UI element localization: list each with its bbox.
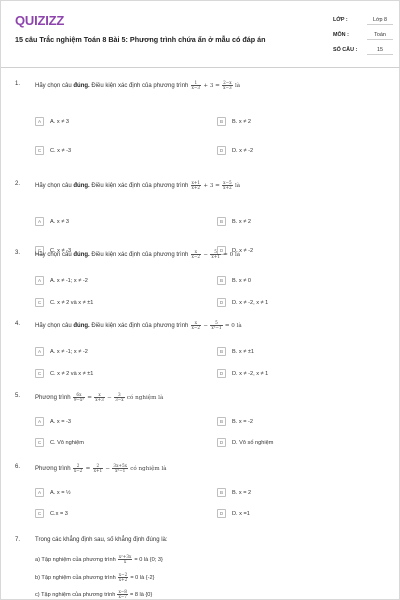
- fraction: [210, 321, 222, 330]
- question-text: [35, 321, 242, 330]
- fraction: [73, 393, 85, 402]
- fraction-denominator: x+2: [223, 185, 232, 190]
- meta-value: Toán: [367, 32, 393, 40]
- option-text: C. x ≠ 2 và x ≠ ±1: [50, 299, 94, 306]
- fraction: [191, 81, 202, 90]
- fraction-numerator: x²+3x: [118, 554, 132, 559]
- equation-operator: + 3 =: [201, 183, 222, 189]
- fraction-denominator: x+2: [118, 577, 128, 582]
- option-letter-box: A: [35, 347, 44, 356]
- fraction: [222, 181, 233, 190]
- option-text: A. x = -3: [50, 418, 71, 425]
- statement-b: [35, 573, 154, 582]
- question-text: [35, 464, 167, 473]
- question-prefix: Hãy chọn câu: [35, 323, 74, 329]
- meta-label: SỐ CÂU :: [333, 47, 358, 53]
- fraction-numerator: 2: [73, 464, 84, 469]
- question-prefix: Hãy chọn câu: [35, 183, 74, 189]
- statement-a: [35, 555, 163, 564]
- option-text: D. Vô số nghiệm: [232, 439, 274, 446]
- fraction: [114, 393, 125, 402]
- fraction: [93, 464, 104, 473]
- document-title: 15 câu Trắc nghiệm Toán 8 Bài 5: Phương trình chứa ẩn ở mẫu có đáp án: [15, 35, 266, 44]
- equation-operator: =: [83, 466, 93, 472]
- equation: [72, 392, 164, 402]
- option-letter-box: B: [217, 217, 226, 226]
- fraction-numerator: 5: [210, 250, 221, 255]
- option-text: D. x =1: [232, 510, 250, 517]
- question-prefix: Hãy chọn câu: [35, 83, 74, 89]
- meta-label: MÔN :: [333, 32, 349, 38]
- option-letter-box: C: [35, 509, 44, 518]
- fraction: [112, 464, 128, 473]
- fraction: [73, 464, 84, 473]
- equation-operator: + 3 =: [201, 83, 222, 89]
- fraction-denominator: 9−x²: [73, 397, 85, 402]
- statement-result: = 8 là {0}: [128, 591, 153, 598]
- option-text: D. x ≠ -2, x ≠ 1: [232, 370, 269, 377]
- fraction-denominator: x−2: [191, 325, 201, 330]
- question-prefix: Phương trình: [35, 395, 73, 401]
- question-number: 4.: [15, 321, 21, 327]
- option-text: A. x = ½: [50, 489, 71, 496]
- question-number: 7.: [15, 537, 21, 543]
- fraction-numerator: 6x: [73, 393, 85, 398]
- statement-text: a) Tập nghiệm của phương trình: [35, 556, 118, 563]
- meta-value: 15: [367, 47, 393, 55]
- equation: [190, 180, 241, 190]
- statement-text: c) Tập nghiệm của phương trình: [35, 591, 117, 598]
- option-text: C. x ≠ 2 và x ≠ ±1: [50, 370, 94, 377]
- option-text: B. x ≠ 0: [232, 277, 251, 284]
- fraction: [210, 250, 221, 259]
- question-prefix: Phương trình: [35, 466, 73, 472]
- option-letter-box: A: [35, 217, 44, 226]
- question-text: [35, 81, 240, 90]
- statement-c: [35, 590, 152, 599]
- equation-suffix: là: [233, 183, 241, 189]
- question-number: 5.: [15, 393, 21, 399]
- option-letter-box: D: [217, 509, 226, 518]
- question-number: 1.: [15, 81, 21, 87]
- fraction-denominator: 3−x: [115, 397, 124, 402]
- question-prefix: Hãy chọn câu: [35, 252, 74, 258]
- option-letter-box: C: [35, 298, 44, 307]
- equation-suffix: có nghiệm là: [125, 395, 164, 401]
- option-text: D. x ≠ -2, x ≠ 1: [232, 299, 269, 306]
- option-letter-box: D: [217, 369, 226, 378]
- fraction-denominator: x+2: [191, 185, 201, 190]
- option-letter-box: D: [217, 146, 226, 155]
- equation-operator: −: [103, 466, 112, 472]
- question-number: 3.: [15, 250, 21, 256]
- option-text: B. x = -2: [232, 418, 253, 425]
- option-letter-box: B: [217, 488, 226, 497]
- question-emphasis: đúng.: [73, 323, 90, 329]
- equation-operator: −: [201, 252, 210, 258]
- option-text: D. x ≠ -2: [232, 147, 254, 154]
- question-text: [35, 181, 240, 190]
- statement-result: = 0 là {-2}: [128, 574, 155, 581]
- fraction: [191, 250, 202, 259]
- statement-text: b) Tập nghiệm của phương trình: [35, 574, 118, 581]
- option-text: A. x ≠ -1; x ≠ -2: [50, 348, 88, 355]
- fraction-numerator: x−8: [118, 589, 127, 594]
- option-letter-box: A: [35, 417, 44, 426]
- option-text: C. x ≠ -3: [50, 147, 72, 154]
- question-body: Điều kiện xác định của phương trình: [89, 83, 191, 89]
- fraction-numerator: x: [94, 393, 105, 398]
- equation: [190, 80, 241, 90]
- option-text: B. x = 2: [232, 489, 252, 496]
- fraction-numerator: 3: [114, 393, 125, 398]
- question-emphasis: đúng.: [73, 252, 90, 258]
- option-letter-box: D: [217, 438, 226, 447]
- option-text: C. Vô nghiệm: [50, 439, 84, 446]
- fraction: [191, 321, 202, 330]
- question-body: Điều kiện xác định của phương trình: [89, 183, 191, 189]
- question-body: Điều kiện xác định của phương trình: [89, 252, 191, 258]
- header-divider: [1, 67, 400, 68]
- equation: [190, 320, 242, 330]
- fraction-numerator: 1: [191, 81, 202, 86]
- fraction-numerator: x−2: [118, 572, 128, 577]
- fraction-denominator: x−2: [73, 468, 83, 473]
- fraction-denominator: x−3: [223, 85, 232, 90]
- option-text: C.x = 3: [50, 510, 68, 517]
- fraction-denominator: x−3: [191, 85, 201, 90]
- fraction-denominator: x²−1: [211, 325, 222, 330]
- equation-suffix: có nghiệm là: [128, 466, 167, 472]
- fraction: [191, 181, 202, 190]
- option-letter-box: C: [35, 369, 44, 378]
- option-text: A. x ≠ -1; x ≠ -2: [50, 277, 88, 284]
- option-text: D. x ≠ -2: [232, 247, 254, 254]
- fraction: [222, 81, 233, 90]
- option-letter-box: C: [35, 438, 44, 447]
- question-text: [35, 247, 241, 259]
- question-emphasis: đúng.: [73, 83, 90, 89]
- fraction-numerator: 5: [210, 321, 222, 326]
- question-text: [35, 393, 163, 402]
- fraction-numerator: 3x+5x: [113, 463, 127, 468]
- option-text: A. x ≠ 3: [50, 218, 69, 225]
- option-text: B. x ≠ ±1: [232, 348, 254, 355]
- option-text: C. x ≠ -3: [50, 247, 72, 254]
- fraction-numerator: x+1: [191, 180, 201, 185]
- option-letter-box: A: [35, 488, 44, 497]
- meta-label: LỚP :: [333, 17, 348, 23]
- option-text: B. x ≠ 2: [232, 118, 251, 125]
- question-text: Trong các khẳng định sau, số khẳng định đúng là:: [35, 537, 168, 543]
- header: [1, 1, 400, 67]
- fraction-numerator: 2−x: [223, 80, 232, 85]
- option-letter-box: C: [35, 246, 44, 255]
- option-letter-box: B: [217, 347, 226, 356]
- question-number: 6.: [15, 464, 21, 470]
- option-letter-box: D: [217, 298, 226, 307]
- equation: [72, 463, 167, 473]
- fraction-numerator: x: [191, 250, 202, 255]
- fraction-denominator: x: [123, 559, 127, 564]
- fraction: [118, 573, 129, 582]
- fraction: [94, 393, 105, 402]
- fraction-denominator: x+1: [211, 254, 220, 259]
- option-letter-box: C: [35, 146, 44, 155]
- fraction: [118, 555, 133, 564]
- option-text: B. x ≠ 2: [232, 218, 251, 225]
- fraction-denominator: x²−1: [115, 468, 126, 473]
- question-number: 2.: [15, 181, 21, 187]
- fraction-denominator: x+3: [95, 397, 104, 402]
- option-letter-box: A: [35, 276, 44, 285]
- option-text: A. x ≠ 3: [50, 118, 69, 125]
- option-letter-box: B: [217, 417, 226, 426]
- equation-suffix: = 0 là: [221, 252, 241, 258]
- fraction-numerator: x: [191, 321, 202, 326]
- option-letter-box: B: [217, 276, 226, 285]
- question-emphasis: đúng.: [73, 183, 90, 189]
- equation-suffix: = 0 là: [223, 323, 242, 329]
- option-letter-box: D: [217, 246, 226, 255]
- fraction-denominator: x−2: [191, 254, 201, 259]
- fraction-denominator: x+1: [93, 468, 103, 473]
- option-letter-box: B: [217, 117, 226, 126]
- equation: [190, 249, 241, 259]
- fraction: [117, 590, 128, 599]
- fraction-numerator: x−5: [223, 180, 232, 185]
- meta-value: Lớp 8: [367, 17, 393, 25]
- option-letter-box: A: [35, 117, 44, 126]
- equation-suffix: là: [233, 83, 241, 89]
- question-body: Điều kiện xác định của phương trình: [89, 323, 191, 329]
- equation-operator: −: [201, 323, 210, 329]
- fraction-denominator: x−7: [118, 594, 127, 599]
- equation-operator: −: [105, 395, 114, 401]
- equation-operator: =: [85, 395, 94, 401]
- statement-result: = 0 là {0; 3}: [132, 556, 163, 563]
- fraction-numerator: 2: [93, 464, 104, 469]
- quizizz-logo: QUIZIZZ: [15, 13, 65, 28]
